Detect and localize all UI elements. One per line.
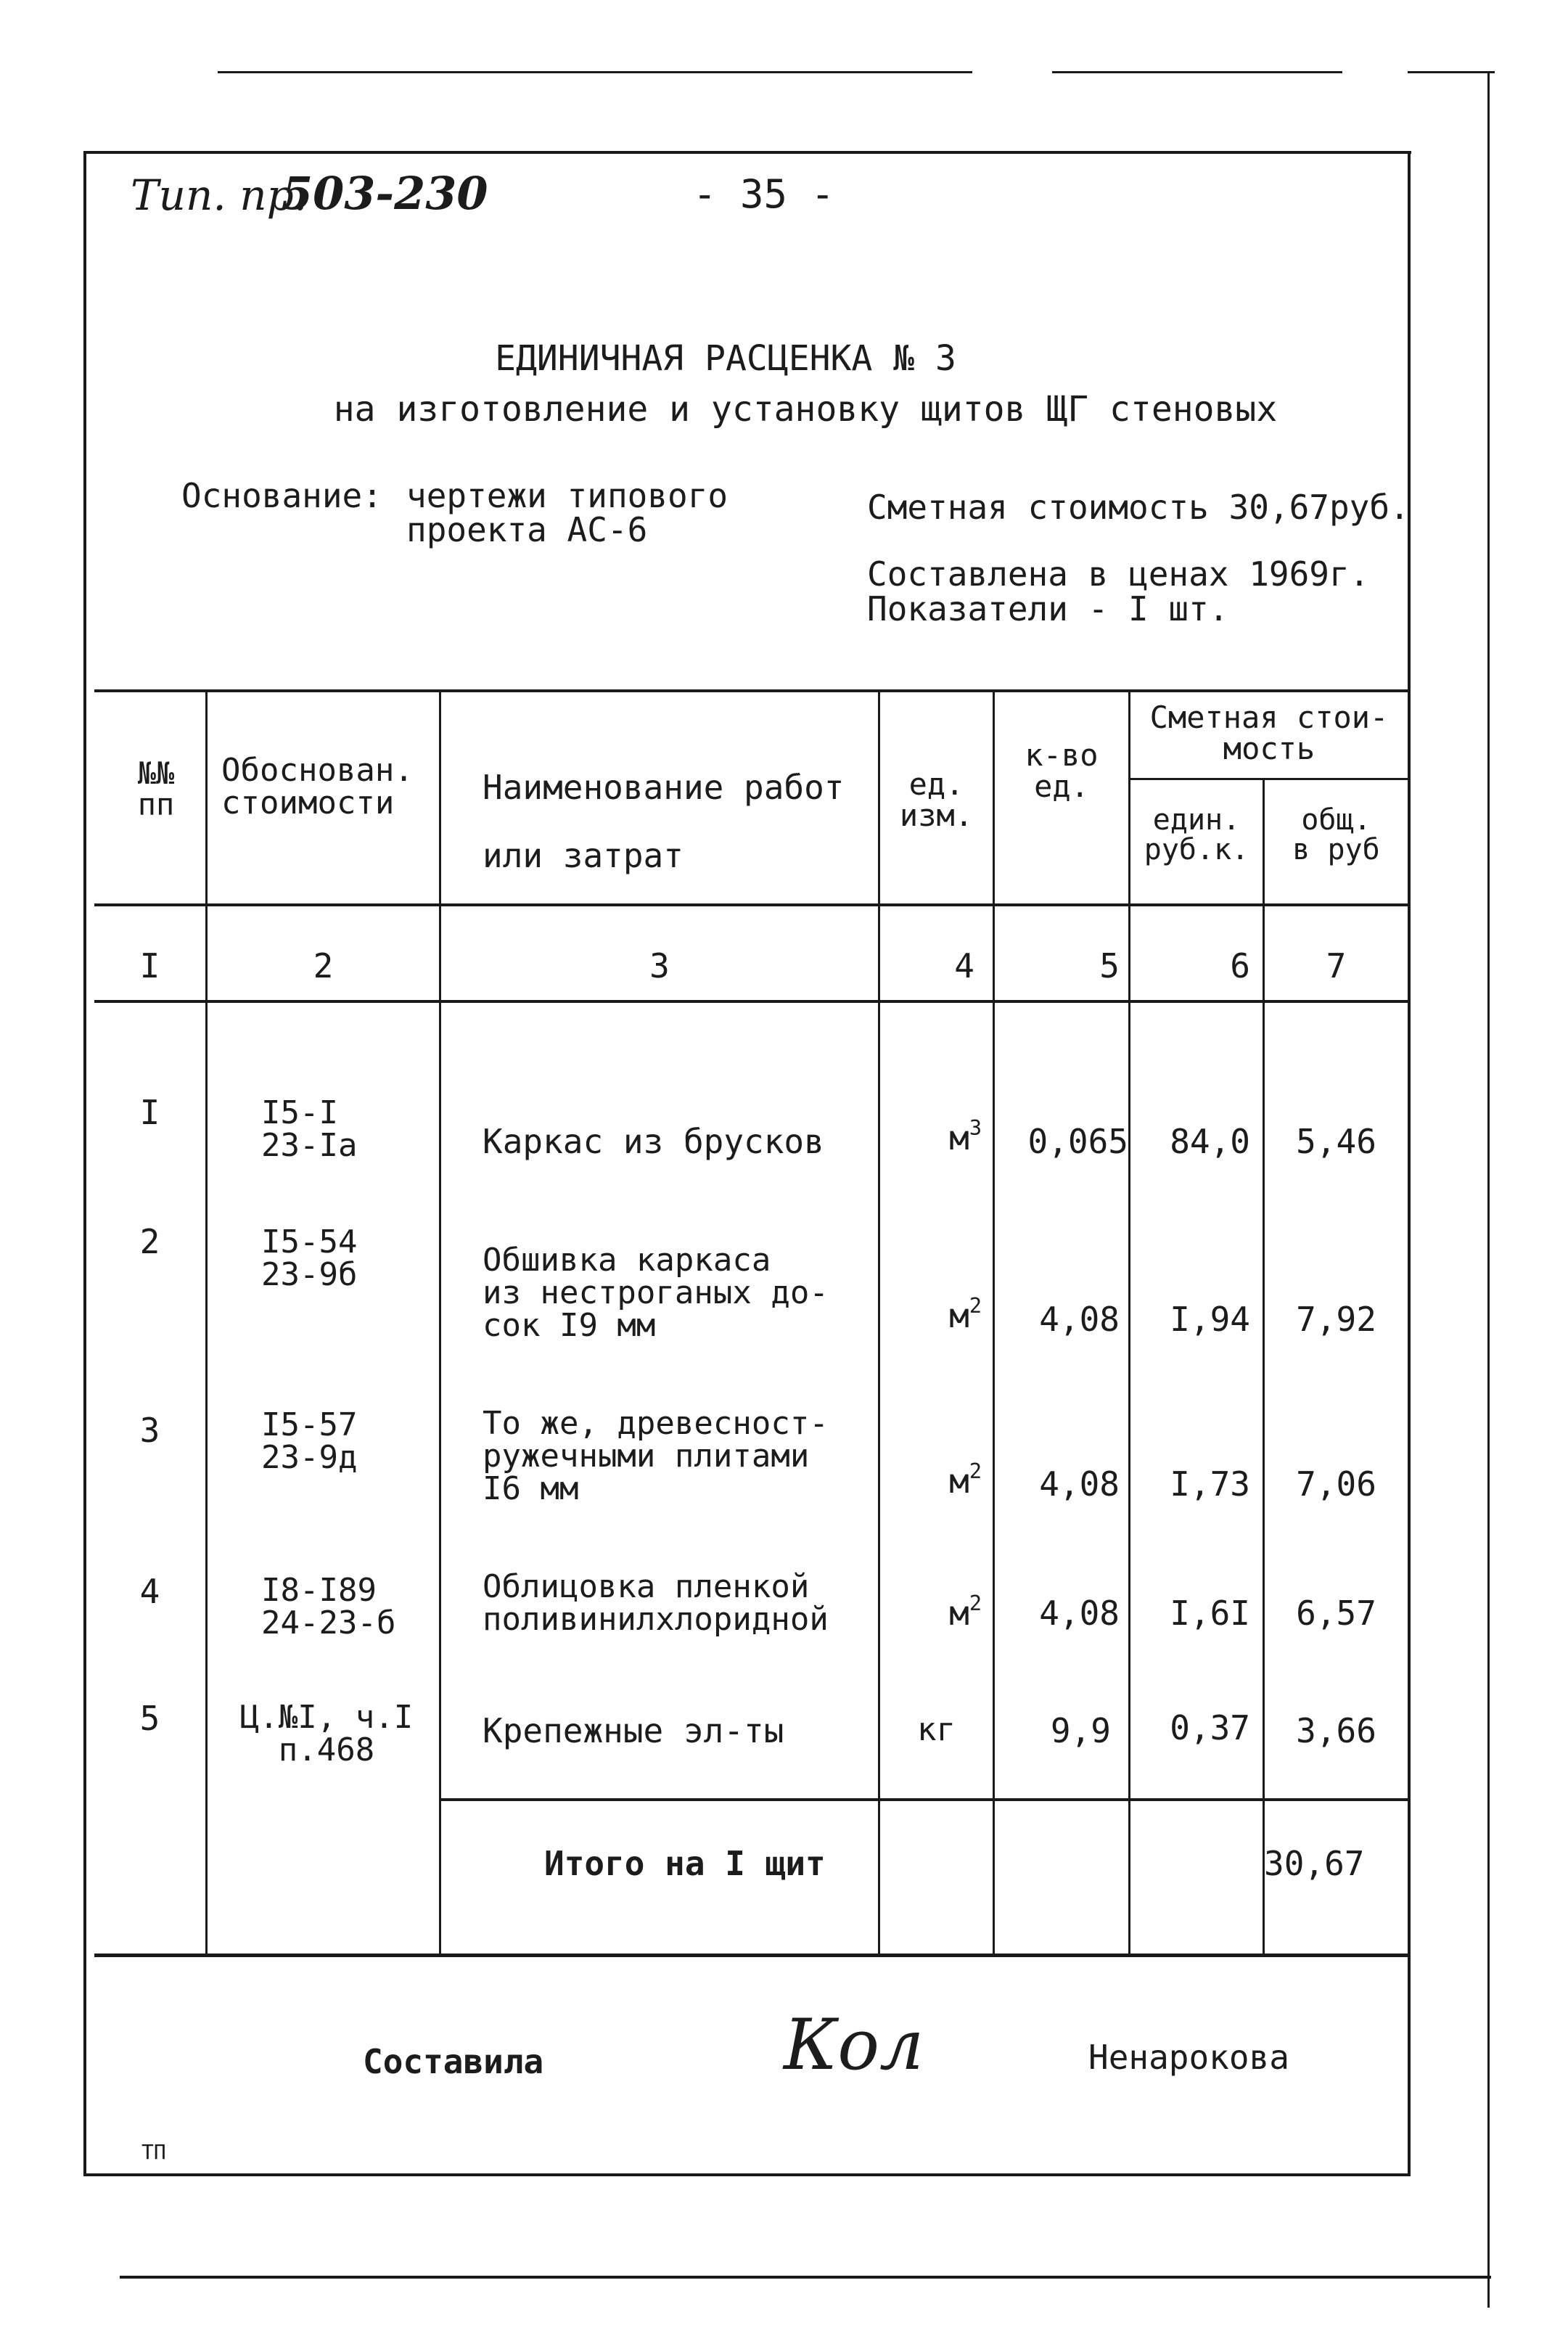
colnum-2: 2 xyxy=(313,946,334,985)
table-row-total: 7,92 xyxy=(1296,1300,1376,1339)
table-row-num: 4 xyxy=(139,1572,160,1611)
table-top-rule xyxy=(94,689,1408,692)
table-row-num: 5 xyxy=(139,1699,160,1738)
table-row-basis: Ц.№I, ч.I п.468 xyxy=(239,1699,414,1768)
top-margin-line-3 xyxy=(1408,71,1495,73)
table-row-name: Обшивка каркаса из нестроганых до- сок I9 мм xyxy=(483,1242,829,1344)
header-total-cost: общ. в руб xyxy=(1292,803,1380,866)
col-divider-1 xyxy=(205,689,208,1956)
table-row-basis: I8-I89 24-23-б xyxy=(261,1572,396,1641)
table-row-num: I xyxy=(139,1093,160,1132)
compiled-label: Составила xyxy=(363,2042,544,2081)
header-qty: к-во ед. xyxy=(1025,737,1099,804)
table-row-name: Каркас из брусков xyxy=(483,1122,824,1161)
table-row-unit: $м^2$ xyxy=(949,1591,982,1633)
table-row-unit: кг xyxy=(917,1711,956,1748)
header-num: №№ пп xyxy=(137,755,175,822)
frame-left xyxy=(83,151,86,2176)
colnum-5: 5 xyxy=(1099,946,1120,985)
table-row-unit-cost: I,73 xyxy=(1170,1464,1250,1504)
colnum-6: 6 xyxy=(1230,946,1250,985)
table-row-unit-cost: 84,0 xyxy=(1170,1122,1250,1161)
page-number: - 35 - xyxy=(693,171,835,217)
total-value: 30,67 xyxy=(1264,1844,1365,1883)
colnum-1: I xyxy=(139,946,160,985)
header-name: Наименование работ или затрат xyxy=(483,768,845,875)
document-title: ЕДИНИЧНАЯ РАСЦЕНКА № 3 xyxy=(495,338,956,379)
table-row-unit: $м^2$ xyxy=(949,1294,982,1335)
table-row-qty: 4,08 xyxy=(1039,1300,1120,1339)
frame-bottom xyxy=(83,2173,1411,2176)
colnum-3: 3 xyxy=(649,946,670,985)
table-row-name: Облицовка пленкой поливинилхлоридной xyxy=(483,1568,829,1638)
cost-group-rule xyxy=(1128,778,1408,780)
price-base: Составлена в ценах 1969г. xyxy=(867,554,1370,594)
header-unit-cost: един. руб.к. xyxy=(1144,803,1249,866)
header-cost-group: Сметная стои- мость xyxy=(1149,700,1389,766)
header-unit: ед. изм. xyxy=(899,766,974,833)
header-basis: Обоснован. стоимости xyxy=(221,752,414,821)
table-row-total: 3,66 xyxy=(1296,1711,1376,1750)
frame-right xyxy=(1408,151,1411,2176)
basis-value: чертежи типового проекта АС-6 xyxy=(406,476,728,549)
signature: Кол xyxy=(784,2004,924,2086)
table-row-name: То же, древесност- ружечными плитами I6 мм xyxy=(483,1405,829,1507)
estimated-cost: Сметная стоимость 30,67руб. xyxy=(867,488,1410,527)
footer-mark: ТП xyxy=(141,2140,166,2164)
table-row-num: 2 xyxy=(139,1222,160,1261)
project-code: 503-230 xyxy=(282,167,488,220)
table-row-total: 6,57 xyxy=(1296,1594,1376,1633)
frame-top xyxy=(83,151,1411,154)
indicators: Показатели - I шт. xyxy=(867,589,1229,628)
table-row-unit-cost: I,94 xyxy=(1170,1300,1250,1339)
total-label: Итого на I щит xyxy=(544,1844,826,1883)
table-row-name: Крепежные эл-ты xyxy=(483,1711,784,1750)
col-divider-2 xyxy=(439,689,441,1956)
table-row-unit: $м^3$ xyxy=(949,1116,982,1157)
compiler-name: Ненарокова xyxy=(1088,2038,1289,2077)
type-label: Тип. пр. xyxy=(131,171,308,220)
table-row-unit-cost: I,6I xyxy=(1170,1594,1250,1633)
document-subtitle: на изготовление и установку щитов ЩГ стеновых xyxy=(333,389,1278,430)
top-margin-line-1 xyxy=(218,71,972,73)
table-row-basis: I5-54 23-9б xyxy=(261,1223,358,1293)
top-margin-line-2 xyxy=(1052,71,1342,73)
table-row-total: 7,06 xyxy=(1296,1464,1376,1504)
table-row-unit-cost: 0,37 xyxy=(1170,1708,1250,1747)
table-row-basis: I5-I 23-Iа xyxy=(261,1094,358,1164)
table-row-qty: 0,065 xyxy=(1027,1122,1128,1161)
colnum-4: 4 xyxy=(954,946,974,985)
table-row-total: 5,46 xyxy=(1296,1122,1376,1161)
table-row-qty: 4,08 xyxy=(1039,1464,1120,1504)
colnum-7: 7 xyxy=(1326,946,1347,985)
table-row-basis: I5-57 23-9д xyxy=(261,1406,358,1476)
bottom-margin-line xyxy=(120,2276,1491,2279)
table-row-qty: 9,9 xyxy=(1050,1711,1111,1750)
outer-right-line xyxy=(1487,73,1490,2308)
table-row-qty: 4,08 xyxy=(1039,1594,1120,1633)
table-bottom-rule xyxy=(94,1954,1408,1957)
basis-label: Основание: xyxy=(181,476,382,515)
colnum-bottom-rule xyxy=(94,1000,1408,1003)
header-bottom-rule xyxy=(94,903,1408,906)
table-row-unit: $м^2$ xyxy=(949,1459,982,1501)
table-row-num: 3 xyxy=(139,1411,160,1450)
